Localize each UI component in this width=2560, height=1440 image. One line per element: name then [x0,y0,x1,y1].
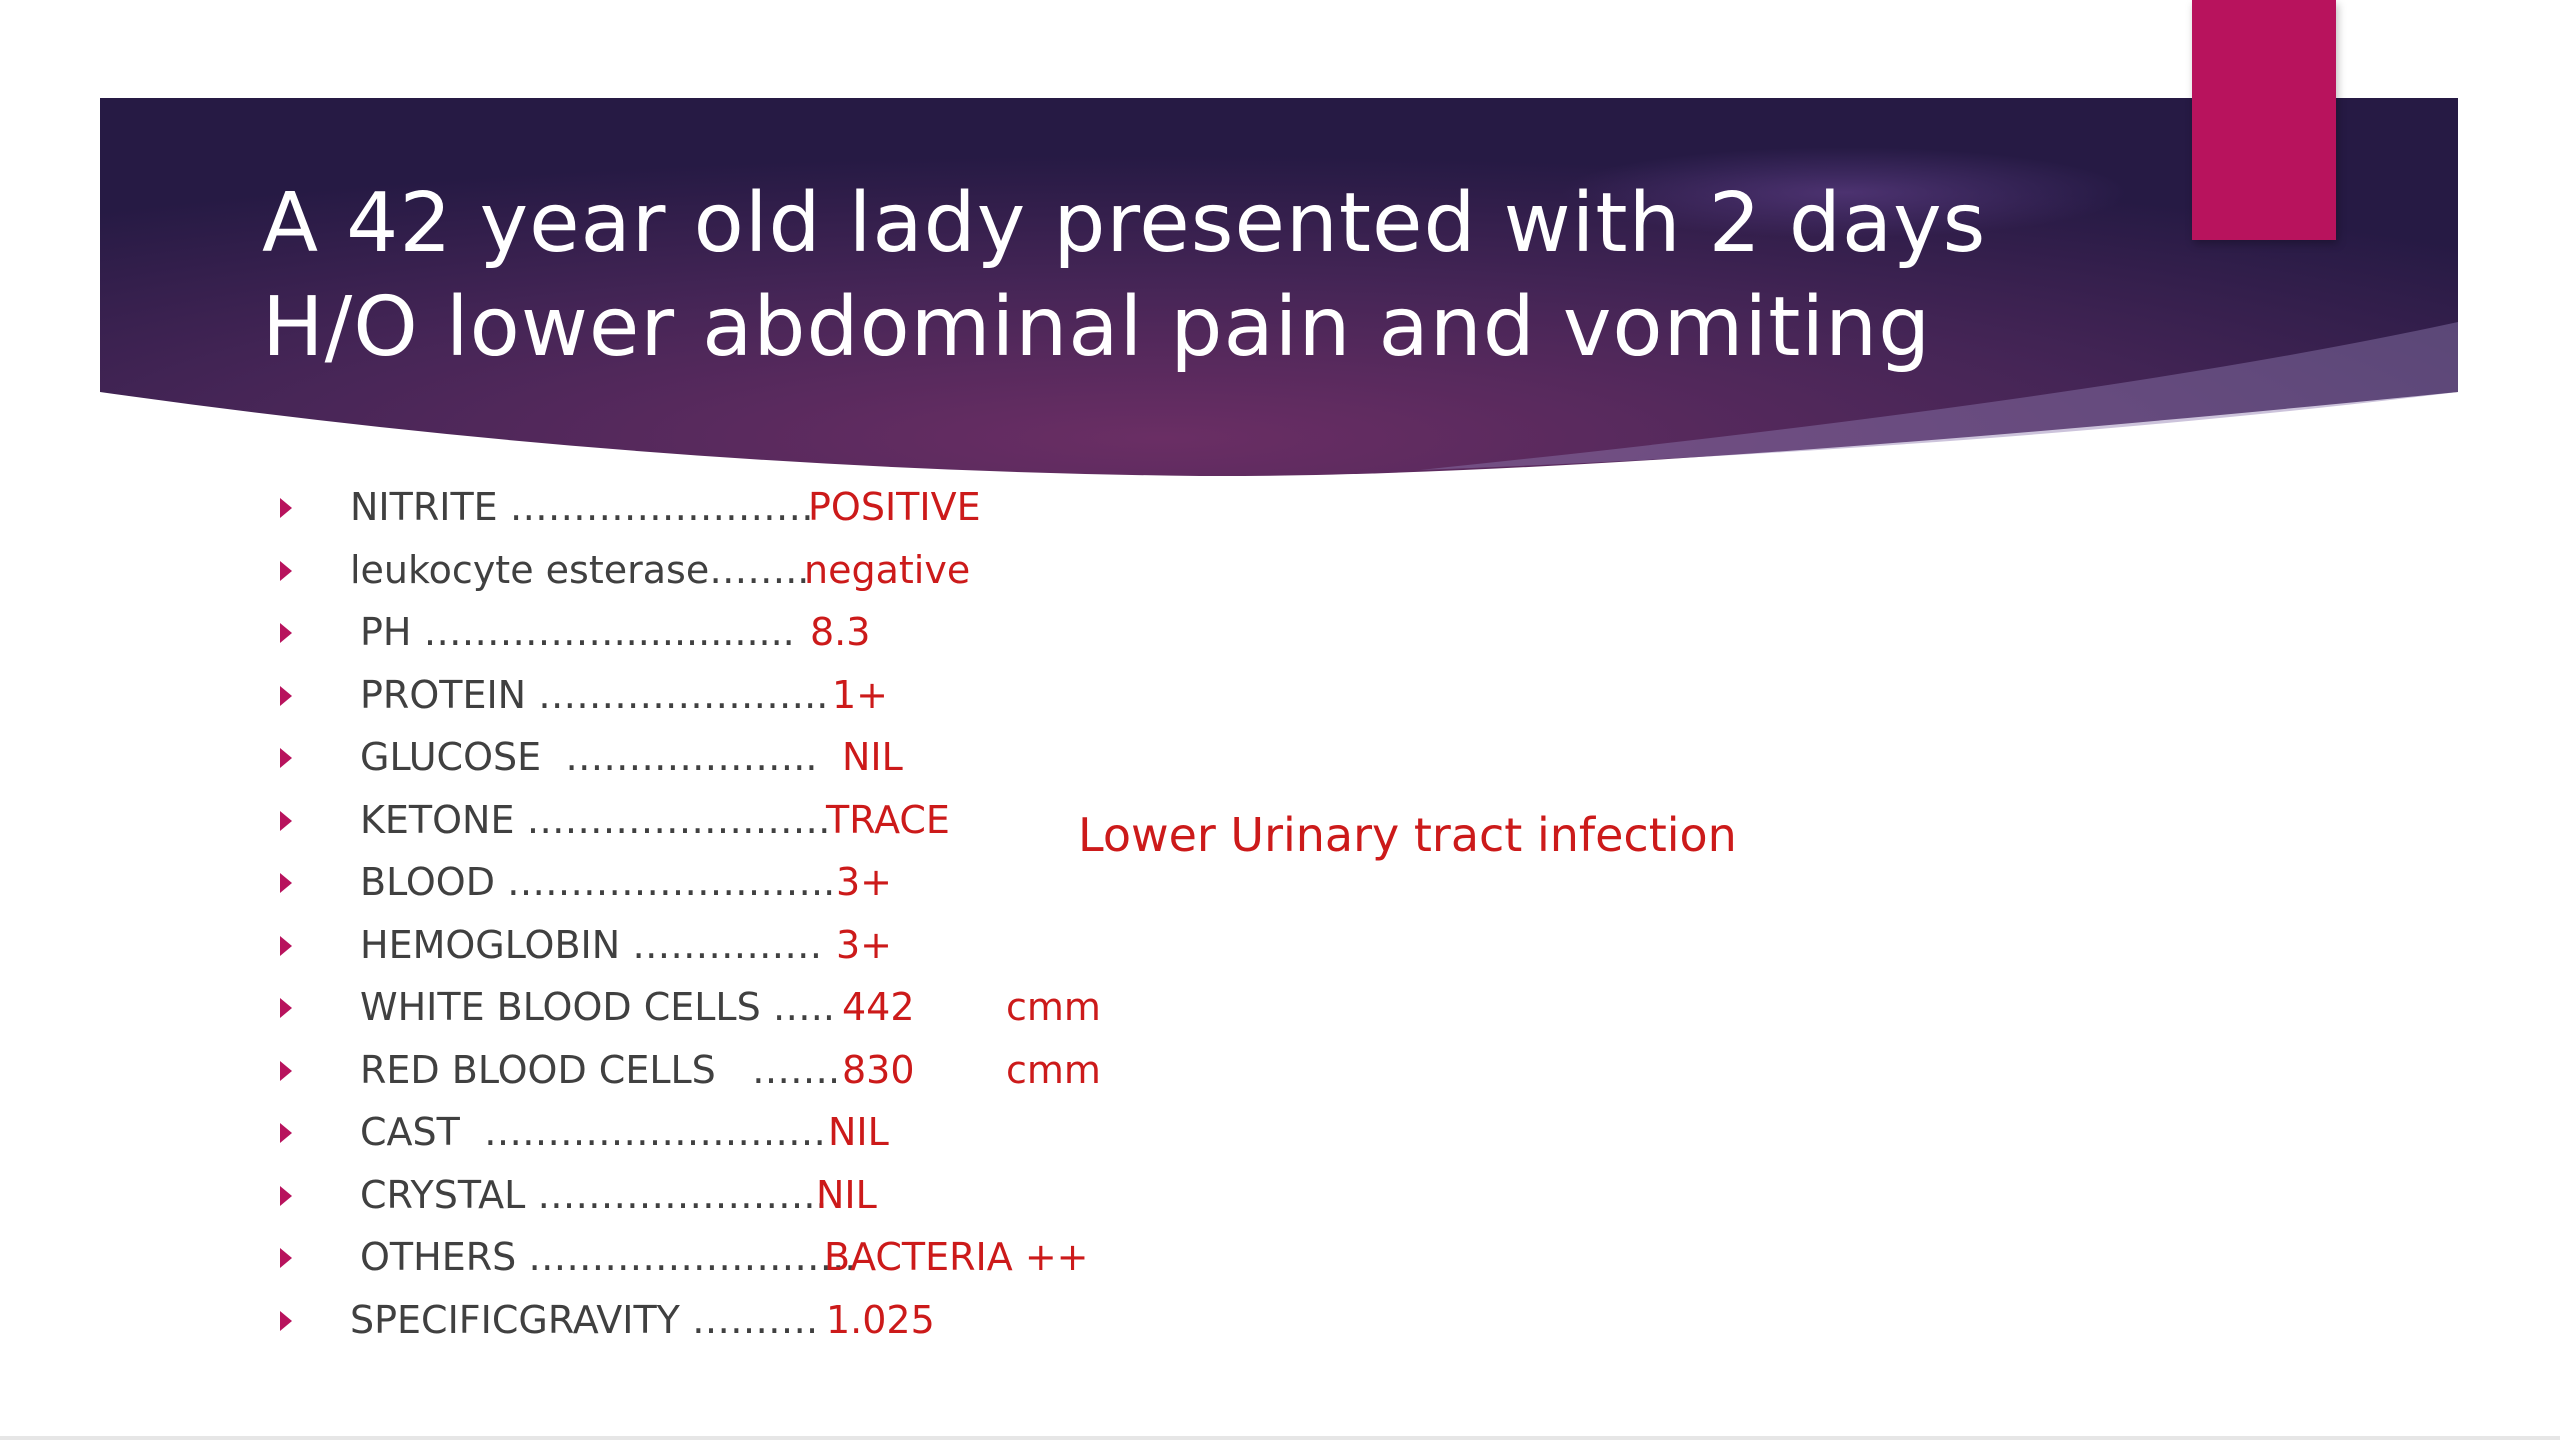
lab-value: 830 [842,1047,915,1092]
lab-label: KETONE …………………… [360,797,831,842]
lab-label: WHITE BLOOD CELLS ….. [360,985,835,1029]
title-line-1: A 42 year old lady presented with 2 days [262,176,1987,271]
slide-title [262,172,2162,380]
lab-unit: cmm [1006,985,1101,1029]
lab-value: NIL [828,1110,889,1154]
lab-value: 3+ [836,860,893,904]
lab-value: NIL [842,735,903,779]
diagnosis-label: Lower Urinary tract infection [1078,808,1737,862]
lab-label: SPECIFICGRAVITY ………. [350,1297,819,1342]
lab-label: CAST ……………………… [360,1110,827,1154]
lab-value: POSITIVE [808,485,981,529]
lab-value: NIL [816,1172,877,1217]
triangle-right-icon [280,1186,292,1206]
title-line-2: H/O lower abdominal pain and vomiting [262,280,1932,375]
accent-tab [2192,0,2336,240]
lab-label: HEMOGLOBIN …………… [360,922,823,967]
triangle-right-icon [280,498,292,518]
lab-value: negative [804,547,971,592]
bottom-divider [0,1436,2560,1440]
lab-label: NITRITE …………………… [350,485,814,529]
triangle-right-icon [280,623,292,643]
triangle-right-icon [280,561,292,581]
lab-label: CRYSTAL ………………….. [360,1172,828,1217]
lab-label: GLUCOSE ……………….. [360,735,818,779]
triangle-right-icon [280,1311,292,1331]
lab-unit: cmm [1006,1047,1101,1092]
triangle-right-icon [280,1061,292,1081]
lab-value: 3+ [836,922,893,967]
triangle-right-icon [280,873,292,893]
lab-label: RED BLOOD CELLS ……. [360,1047,841,1092]
triangle-right-icon [280,1123,292,1143]
lab-label: PROTEIN ………………….. [360,672,829,717]
triangle-right-icon [280,748,292,768]
lab-label: leukocyte esterase…….. [350,547,810,592]
triangle-right-icon [280,936,292,956]
lab-value: TRACE [826,797,950,842]
lab-label: BLOOD …………………….. [360,860,836,904]
triangle-right-icon [280,998,292,1018]
lab-value: 8.3 [810,610,871,654]
lab-value: 442 [842,985,915,1029]
triangle-right-icon [280,686,292,706]
lab-value: 1+ [832,672,889,717]
triangle-right-icon [280,1248,292,1268]
triangle-right-icon [280,811,292,831]
lab-value: BACTERIA ++ [824,1235,1089,1279]
lab-label: OTHERS …………………….. [360,1235,857,1279]
lab-label: PH ……………............... [360,610,795,654]
lab-value: 1.025 [826,1297,935,1342]
